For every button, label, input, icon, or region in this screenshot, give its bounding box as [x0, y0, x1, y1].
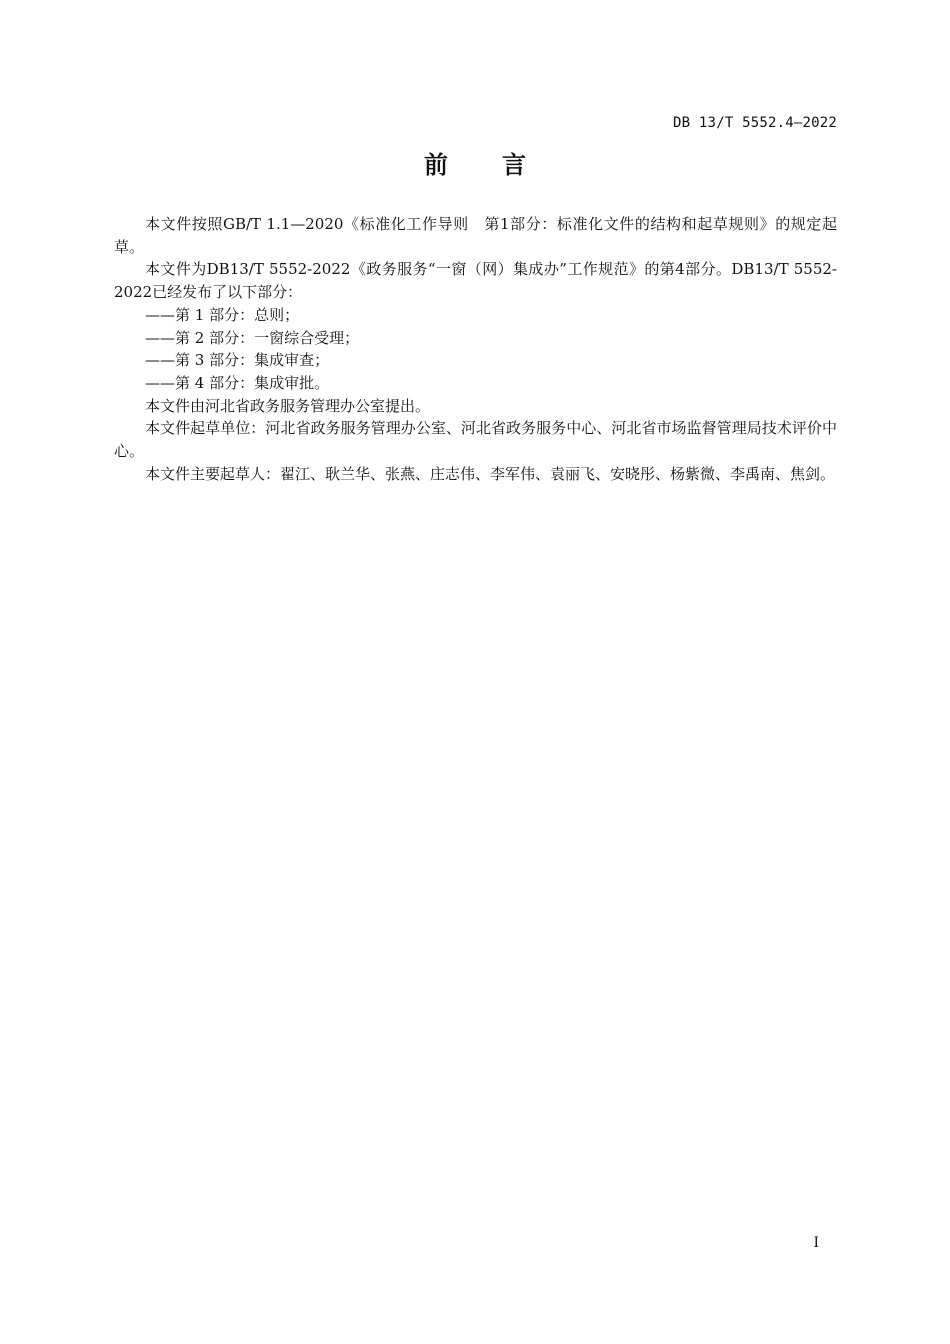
paragraph-proposer: 本文件由河北省政务服务管理办公室提出。 — [145, 396, 431, 415]
page-number: I — [813, 1235, 819, 1251]
paragraph-series-info: 本文件为DB13/T 5552-2022《政务服务“一窗（网）集成办”工作规范》的第4部分。DB13/T 5552-2022已经发布了以下部分： — [114, 260, 837, 302]
page-title: 前言 — [424, 151, 580, 179]
list-item-part-2: ——第 2 部分：一窗综合受理； — [145, 328, 360, 347]
paragraph-drafting-units: 本文件起草单位：河北省政务服务管理办公室、河北省政务服务中心、河北省市场监督管理局技术评价中心。 — [114, 419, 837, 461]
list-item-part-4: ——第 4 部分：集成审批。 — [145, 373, 330, 392]
paragraph-drafters: 本文件主要起草人：翟江、耿兰华、张燕、庄志伟、李军伟、袁丽飞、安晓彤、杨紫微、李禹南、焦剑。 — [145, 464, 836, 483]
list-item-part-1: ——第 1 部分：总则； — [145, 305, 300, 324]
foreword-body — [114, 213, 837, 485]
list-item-part-3: ——第 3 部分：集成审查； — [145, 351, 330, 370]
paragraph-drafting-basis: 本文件按照GB/T 1.1—2020《标准化工作导则 第1部分：标准化文件的结构和起草规则》的规定起草。 — [114, 215, 837, 256]
document-code: DB 13/T 5552.4—2022 — [673, 115, 837, 131]
